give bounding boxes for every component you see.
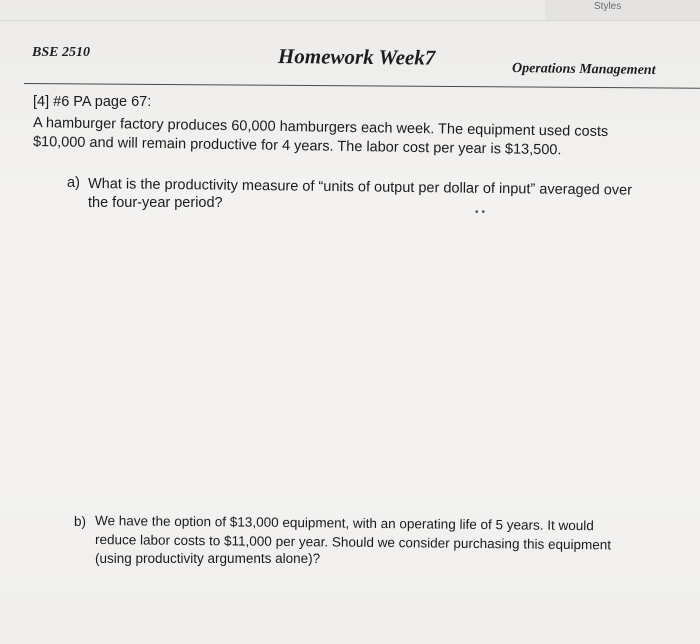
problem-statement-line: A hamburger factory produces 60,000 hamburgers each week. The equipment used costs — [32, 115, 609, 141]
subject-name: Operations Management — [511, 61, 656, 79]
question-a-marker: a) — [67, 175, 80, 191]
header-divider — [24, 83, 700, 89]
question-a-text-line: What is the productivity measure of “units of output per dollar of input” averaged over — [87, 176, 633, 199]
question-b-text-line: We have the option of $13,000 equipment, with an operating life of 5 years. It would — [94, 513, 594, 534]
styles-panel-strip — [545, 0, 700, 20]
toolbar-divider — [0, 20, 700, 21]
styles-button[interactable]: Styles — [594, 1, 622, 12]
problem-reference: [4] #6 PA page 67: — [33, 94, 152, 110]
course-code: BSE 2510 — [32, 45, 90, 60]
question-b-marker: b) — [74, 514, 87, 529]
question-b-text-line: (using productivity arguments alone)? — [95, 551, 321, 566]
stray-marks: •• — [475, 207, 489, 218]
question-b-text-line: reduce labor costs to $11,000 per year. Should we consider purchasing this equipment — [94, 532, 612, 553]
page-title: Homework Week7 — [277, 44, 436, 70]
problem-statement-line: $10,000 and will remain productive for 4 years. The labor cost per year is $13,500. — [32, 134, 562, 159]
question-a-text-line: the four-year period? — [88, 195, 223, 211]
